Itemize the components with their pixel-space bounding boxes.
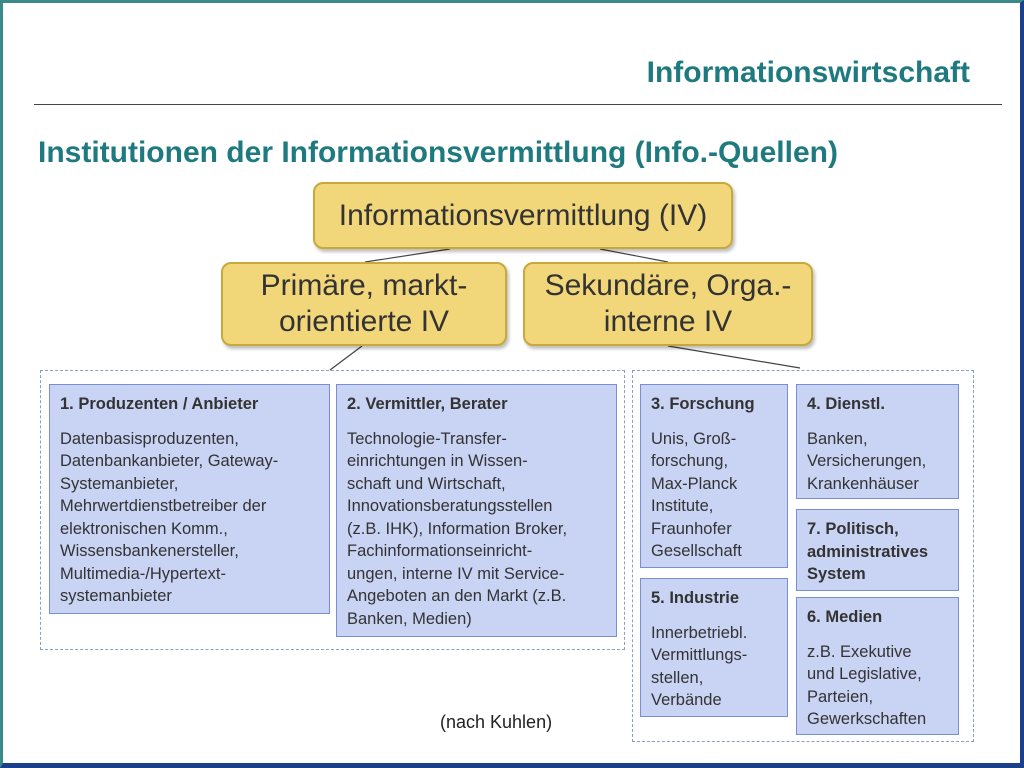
card-title: 6. Medien [807, 608, 883, 626]
card-title: 2. Vermittler, Berater [347, 395, 508, 413]
connector-root-right [600, 249, 668, 262]
card-title: 5. Industrie [651, 589, 740, 607]
card-body: Innerbetriebl. Vermittlungs- stellen, Verbände [651, 623, 748, 709]
card-body: Technologie-Transfer- einrichtungen in Wissen- schaft und Wirtschaft, Innovationsberatungsstellen (z.B. IHK), Information Broker, Fachinformationseinricht- ungen, interne IV mit Service- Angeboten an den Markt (z.B. Banken, Medien) [347, 429, 568, 628]
card-title: 4. Dienstl. [807, 395, 885, 413]
card-body: Datenbasisproduzenten, Datenbankanbieter, Gateway- Systemanbieter, Mehrwertdienstbetreiber der elektronischen Komm., Wissensbankenersteller, Multimedia-/Hypertext- systemanbieter [60, 429, 279, 605]
source-note: (nach Kuhlen) [440, 712, 553, 732]
card-medien [796, 597, 959, 735]
card-dienstleistung [796, 384, 959, 499]
card-forschung [640, 384, 788, 568]
card-vermittler [336, 384, 617, 637]
primary-node [221, 262, 507, 346]
root-node [313, 182, 733, 249]
card-body: z.B. Exekutive und Legislative, Parteien, Gewerkschaften [807, 642, 927, 728]
card-title: 1. Produzenten / Anbieter [60, 395, 259, 413]
connector-right-group [668, 346, 800, 368]
slide-title: Institutionen der Informationsvermittlung (Info.-Quellen) [38, 136, 838, 169]
root-node-label: Informationsvermittlung (IV) [338, 198, 708, 232]
card-title: 3. Forschung [651, 395, 755, 413]
secondary-node-label: Sekundäre, Orga.- interne IV [544, 269, 792, 338]
card-industrie [640, 578, 788, 717]
card-politisch [796, 509, 959, 591]
primary-node-label: Primäre, markt- orientierte IV [260, 269, 468, 338]
card-title: 7. Politisch, administratives System [807, 520, 929, 583]
card-produzenten [49, 384, 330, 614]
secondary-node [523, 262, 813, 346]
card-body: Banken, Versicherungen, Krankenhäuser [807, 429, 927, 493]
connector-root-left [365, 249, 450, 262]
card-body: Unis, Groß- forschung, Max-Planck Institute, Fraunhofer Gesellschaft [651, 429, 742, 560]
header-title: Informationswirtschaft [646, 56, 970, 89]
connector-left-group [330, 346, 362, 370]
